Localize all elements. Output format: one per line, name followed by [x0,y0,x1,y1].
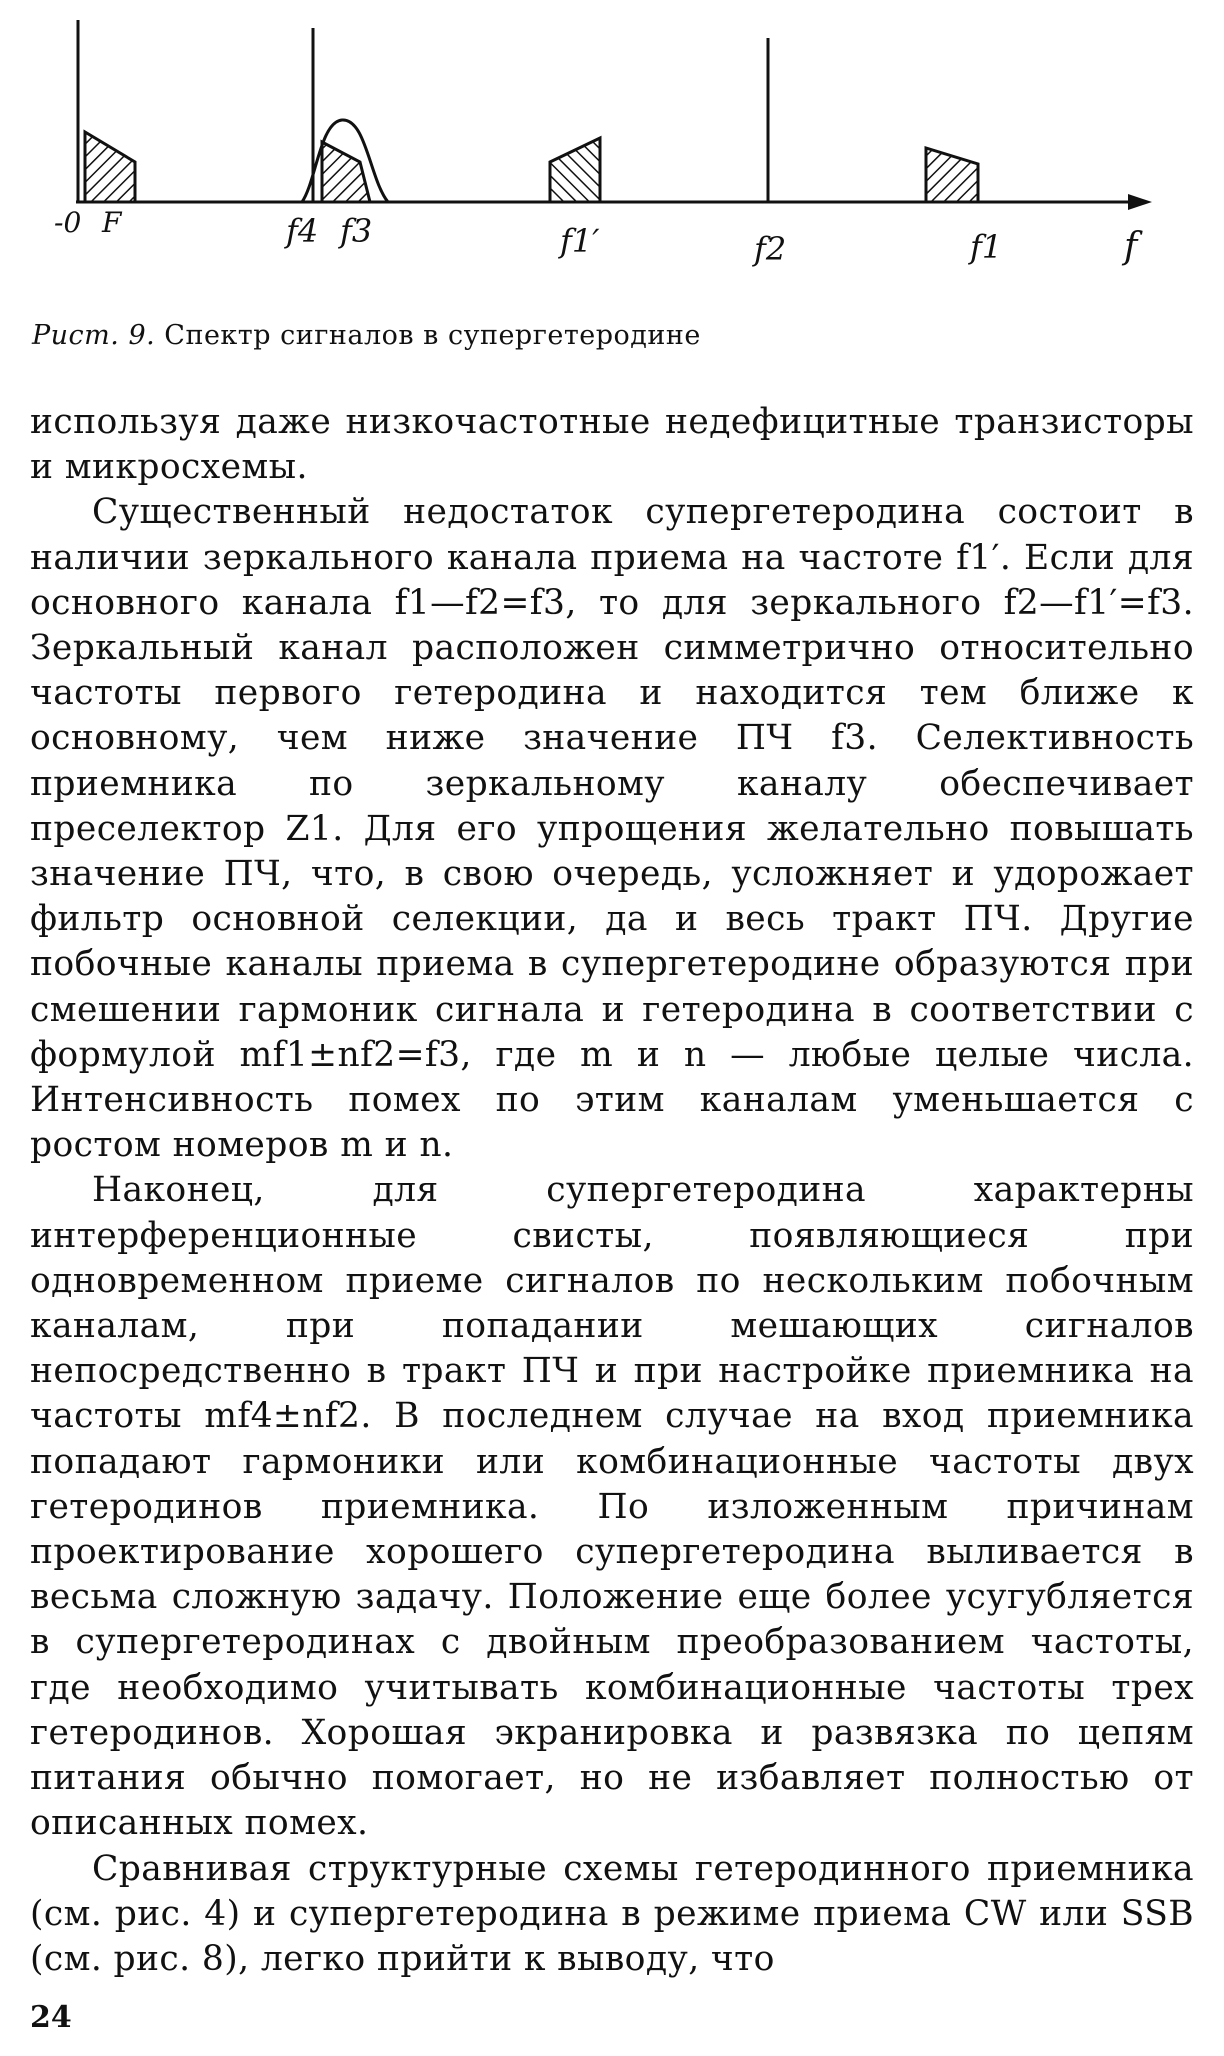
main-channel-spectrum [926,148,978,202]
image-channel-spectrum [550,138,600,202]
body-text [30,400,1194,1982]
label-f1-prime: f1′ [560,222,600,260]
paragraph: Сравнивая структурные схемы гетеродинного приемника (см. рис. 4) и супергетеродина в режиме приема CW или SSB (см. рис. 8), легко прийти к выводу, что [30,1848,1194,1979]
paragraph: используя даже низкочастотные недефицитные транзисторы и микросхемы. [30,402,1194,488]
label-f: f [1124,226,1138,267]
paragraph: Существенный недостаток супергетеродина состоит в наличии зеркального канала приема на частоте f1′. Если для основного канала f1—f2=f3, то для зеркального f2—f1′=f3. Зеркальный канал расположен симметрично относительно частоты первого гетеродина и находится тем ближе к основному, чем ниже значение ПЧ f3. Селективность приемника по зеркальному каналу обеспечивает преселектор Z1. Для его упрощения желательно повышать значение ПЧ, что, в свою очередь, усложняет и удорожает фильтр основной селекции, да и весь тракт ПЧ. Другие побочные каналы приема в супергетеродине образуются при смешении гармоник сигнала и гетеродина в соответствии с формулой mf1±nf2=f3, где m и n — любые целые числа. Интенсивность помех по этим каналам уменьшается с ростом номеров m и n. [30,492,1194,1166]
caption-text: Спектр сигналов в супергетеродине [155,320,701,351]
label-f3: f3 [340,212,373,250]
label-F: F [102,206,122,239]
spectrum-figure [40,10,1180,300]
figure-caption [32,318,1172,354]
label-f2: f2 [754,230,787,268]
if-spectrum [322,142,370,202]
page-number: 24 [30,2000,72,2035]
axis-arrow-icon [1128,194,1152,210]
caption-label: Рист. 9. [32,320,156,351]
label-f4: f4 [286,212,319,250]
label-f1: f1 [970,228,1003,266]
label-zero: -0 [54,206,82,239]
baseband-spectrum [85,132,135,202]
paragraph: Наконец, для супергетеродина характерны интерференционные свисты, появляющиеся при одновременном приеме сигналов по нескольким побочным каналам, при попадании мешающих сигналов непосредственно в тракт ПЧ и при настройке приемника на частоты mf4±nf2. В последнем случае на вход приемника попадают гармоники или комбинационные частоты двух гетеродинов приемника. По изложенным причинам проектирование хорошего супергетеродина выливается в весьма сложную задачу. Положение еще более усугубляется в супергетеродинах с двойным преобразованием частоты, где необходимо учитывать комбинационные частоты трех гетеродинов. Хорошая экранировка и развязка по цепям питания обычно помогает, но не избавляет полностью от описанных помех. [30,1170,1194,1844]
